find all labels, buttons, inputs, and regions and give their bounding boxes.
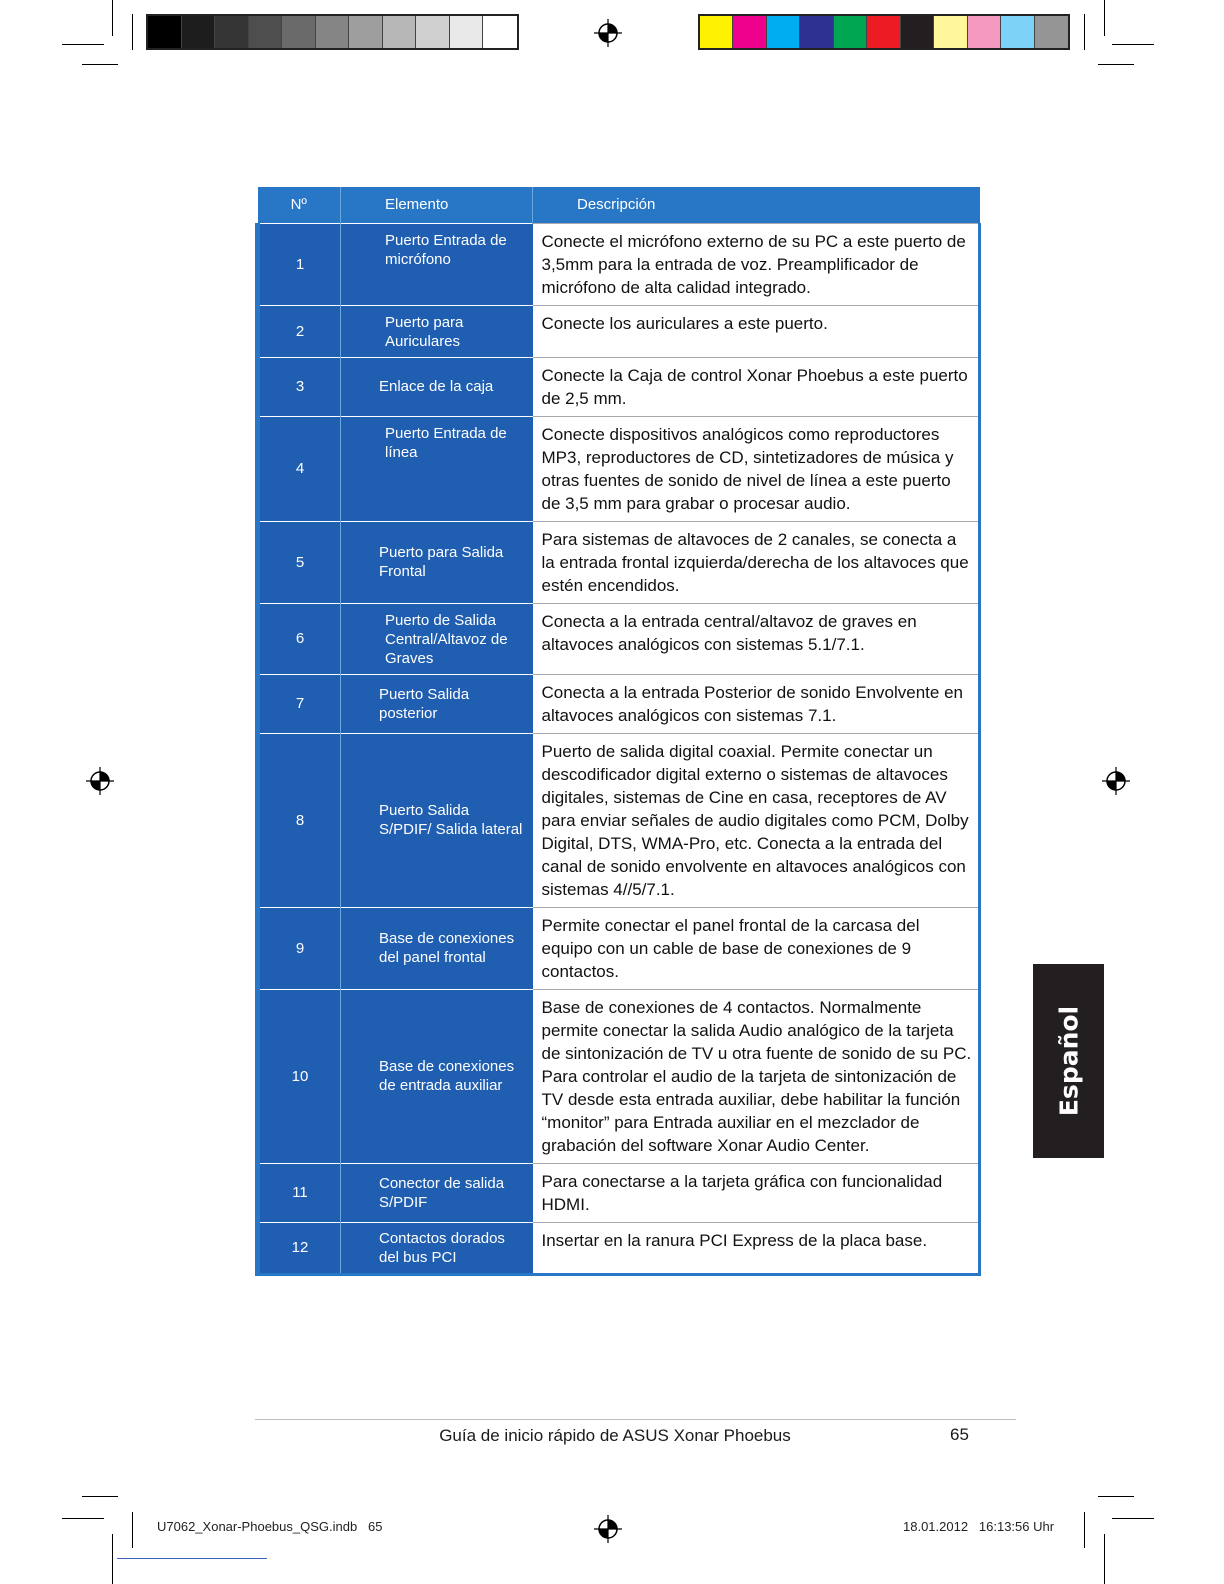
table-row (258, 733, 980, 907)
color-swatch (282, 16, 316, 48)
row-description: Conecte los auriculares a este puerto. (533, 305, 980, 357)
crop-mark (1084, 1512, 1085, 1548)
crop-mark (1104, 0, 1105, 36)
table-row (258, 416, 980, 521)
color-swatch (767, 16, 800, 48)
row-element: Base de conexiones del panel frontal (341, 907, 533, 989)
row-description: Conecte la Caja de control Xonar Phoebus a este puerto de 2,5 mm. (533, 357, 980, 416)
color-swatch (867, 16, 900, 48)
color-swatch (316, 16, 350, 48)
table-row (258, 989, 980, 1163)
language-tab (1033, 964, 1104, 1158)
row-number: 12 (258, 1222, 341, 1274)
row-element: Puerto Entrada de línea (341, 416, 533, 521)
crop-mark (1084, 14, 1085, 50)
page-number: 65 (950, 1425, 969, 1444)
registration-mark-icon (594, 19, 622, 47)
row-description: Conecta a la entrada central/altavoz de graves en altavoces analógicos con sistemas 5.1/7.1. (533, 603, 980, 674)
row-number: 3 (258, 357, 341, 416)
table-row (258, 305, 980, 357)
color-swatch (383, 16, 417, 48)
crop-mark (1098, 64, 1134, 65)
table-row (258, 223, 980, 305)
row-number: 7 (258, 674, 341, 733)
row-element: Puerto de Salida Central/Altavoz de Graves (341, 603, 533, 674)
crop-mark (1112, 44, 1154, 45)
color-swatch (1035, 16, 1068, 48)
color-swatch (416, 16, 450, 48)
table-row (258, 1222, 980, 1274)
color-swatch (834, 16, 867, 48)
table-header-row (258, 187, 980, 223)
row-number: 10 (258, 989, 341, 1163)
footer-title: Guía de inicio rápido de ASUS Xonar Phoebus (439, 1426, 791, 1445)
slug-underline (117, 1558, 267, 1559)
registration-mark-icon (86, 767, 114, 795)
color-swatch (215, 16, 249, 48)
row-description: Insertar en la ranura PCI Express de la placa base. (533, 1222, 980, 1274)
row-description: Puerto de salida digital coaxial. Permite conectar un descodificador digital externo o sistemas de altavoces digitales, sistemas de Cine en casa, receptores de AV para enviar señales de audio digitales como PCM, Dolby Digital, DTS, WMA-Pro, etc. Conecta a la entrada del canal de sonido envolvente en altavoces analógicos con sistemas 4//5/7.1. (533, 733, 980, 907)
row-element: Puerto para Salida Frontal (341, 521, 533, 603)
row-number: 1 (258, 223, 341, 305)
row-description: Para conectarse a la tarjeta gráfica con funcionalidad HDMI. (533, 1163, 980, 1222)
table-row (258, 674, 980, 733)
row-element: Conector de salida S/PDIF (341, 1163, 533, 1222)
header-element: Elemento (341, 187, 533, 223)
crop-mark (62, 1518, 104, 1519)
grayscale-color-bar (146, 14, 519, 50)
registration-mark-icon (1102, 767, 1130, 795)
table-row (258, 357, 980, 416)
table-row (258, 1163, 980, 1222)
crop-mark (112, 1534, 113, 1584)
row-description: Permite conectar el panel frontal de la carcasa del equipo con un cable de base de conexiones de 9 contactos. (533, 907, 980, 989)
row-element: Base de conexiones de entrada auxiliar (341, 989, 533, 1163)
row-element: Puerto para Auriculares (341, 305, 533, 357)
crop-mark (132, 1512, 133, 1548)
row-description: Para sistemas de altavoces de 2 canales, se conecta a la entrada frontal izquierda/derecha de los altavoces que estén encendidos. (533, 521, 980, 603)
color-swatch (148, 16, 182, 48)
color-swatch (1001, 16, 1034, 48)
row-description: Conecte dispositivos analógicos como reproductores MP3, reproductores de CD, sintetizadores de música y otras fuentes de sonido de nivel de línea a este puerto de 3,5 mm para grabar o procesar audio. (533, 416, 980, 521)
row-number: 2 (258, 305, 341, 357)
row-element: Puerto Entrada de micrófono (341, 223, 533, 305)
row-element: Puerto Salida posterior (341, 674, 533, 733)
row-number: 9 (258, 907, 341, 989)
color-swatch (483, 16, 517, 48)
color-swatch (800, 16, 833, 48)
row-number: 11 (258, 1163, 341, 1222)
crop-mark (132, 14, 133, 50)
row-number: 6 (258, 603, 341, 674)
crop-mark (1112, 1518, 1154, 1519)
crop-mark (82, 1496, 118, 1497)
row-number: 8 (258, 733, 341, 907)
row-element: Contactos dorados del bus PCI (341, 1222, 533, 1274)
row-description: Base de conexiones de 4 contactos. Normalmente permite conectar la salida Audio analógico de la tarjeta de sintonización de TV u otra fuente de sonido de su PC. Para controlar el audio de la tarjeta de sintonización de TV desde esta entrada auxiliar, debe habilitar la función “monitor” para Entrada auxiliar en el mezclador de grabación del software Xonar Audio Center. (533, 989, 980, 1163)
crop-mark (1104, 1534, 1105, 1584)
process-color-bar (698, 14, 1070, 50)
color-swatch (349, 16, 383, 48)
table-row (258, 907, 980, 989)
color-swatch (450, 16, 484, 48)
row-description: Conecte el micrófono externo de su PC a este puerto de 3,5mm para la entrada de voz. Preamplificador de micrófono de alta calidad integrado. (533, 223, 980, 305)
row-description: Conecta a la entrada Posterior de sonido Envolvente en altavoces analógicos con sistemas 7.1. (533, 674, 980, 733)
header-description: Descripción (533, 187, 980, 223)
row-element: Enlace de la caja (341, 357, 533, 416)
row-number: 4 (258, 416, 341, 521)
crop-mark (62, 44, 104, 45)
row-element: Puerto Salida S/PDIF/ Salida lateral (341, 733, 533, 907)
color-swatch (700, 16, 733, 48)
crop-mark (82, 64, 118, 65)
color-swatch (968, 16, 1001, 48)
header-number: Nº (258, 187, 341, 223)
row-number: 5 (258, 521, 341, 603)
crop-mark (1098, 1496, 1134, 1497)
language-tab-label: Español (1054, 1005, 1083, 1117)
table-row (258, 521, 980, 603)
connector-table (255, 187, 977, 1276)
color-swatch (901, 16, 934, 48)
slug-timestamp: 18.01.2012 16:13:56 Uhr (903, 1519, 1055, 1534)
footer-divider (255, 1419, 1016, 1420)
registration-mark-icon (594, 1515, 622, 1543)
color-swatch (182, 16, 216, 48)
color-swatch (934, 16, 967, 48)
slug-filename: U7062_Xonar-Phoebus_QSG.indb 65 (157, 1519, 383, 1534)
table-row (258, 603, 980, 674)
color-swatch (249, 16, 283, 48)
crop-mark (112, 0, 113, 36)
color-swatch (733, 16, 766, 48)
